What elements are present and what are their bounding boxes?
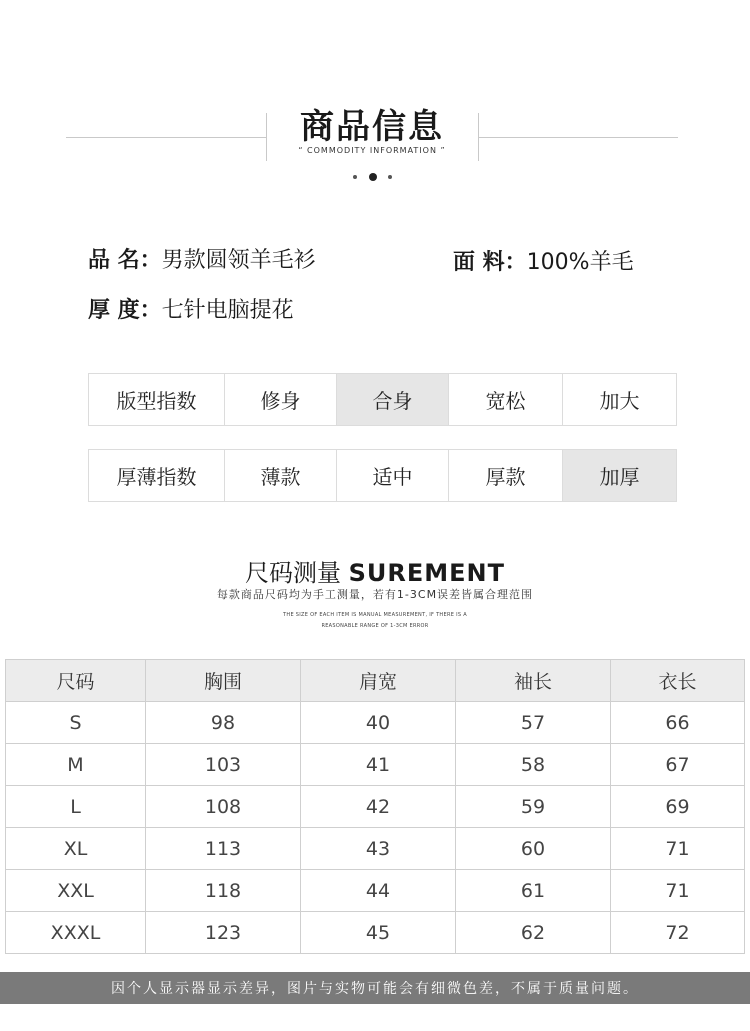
dot-icon	[369, 173, 377, 181]
thickness-index-row	[88, 449, 677, 502]
size-cell: XXXL	[6, 912, 146, 954]
shoulder-cell: 43	[301, 828, 456, 870]
size-description: 每款商品尺码均为手工测量，若有1-3CM误差皆属合理范围	[216, 588, 534, 601]
length-cell: 71	[611, 828, 745, 870]
size-cell: M	[6, 744, 146, 786]
section-header	[0, 0, 750, 200]
thickness-option: 薄款	[224, 449, 337, 502]
length-cell: 66	[611, 702, 745, 744]
shoulder-cell: 40	[301, 702, 456, 744]
info-product-name	[88, 243, 316, 274]
size-cell: XL	[6, 828, 146, 870]
fit-option-selected: 合身	[336, 373, 449, 426]
dots-decoration	[350, 172, 400, 182]
chest-cell: 118	[146, 870, 301, 912]
info-fabric	[453, 245, 634, 276]
fit-option: 修身	[224, 373, 337, 426]
size-cell: S	[6, 702, 146, 744]
length-cell: 69	[611, 786, 745, 828]
header-cell: 肩宽	[301, 660, 456, 702]
size-title-en: SUREMENT	[348, 559, 506, 587]
chest-cell: 113	[146, 828, 301, 870]
size-description-en-1: THE SIZE OF EACH ITEM IS MANUAL MEASUREMENT, IF THERE IS A	[283, 612, 467, 618]
length-cell: 72	[611, 912, 745, 954]
sleeve-cell: 60	[456, 828, 611, 870]
sleeve-cell: 58	[456, 744, 611, 786]
dot-icon	[353, 175, 357, 179]
shoulder-cell: 44	[301, 870, 456, 912]
fit-index-label: 版型指数	[88, 373, 225, 426]
header-bracket-right	[478, 113, 479, 161]
table-row	[6, 786, 745, 828]
table-row	[6, 828, 745, 870]
header-cell: 衣长	[611, 660, 745, 702]
size-description-en-2: REASONABLE RANGE OF 1-3CM ERROR	[321, 623, 429, 629]
chest-cell: 98	[146, 702, 301, 744]
thickness-option: 适中	[336, 449, 449, 502]
shoulder-cell: 42	[301, 786, 456, 828]
thickness-option-selected: 加厚	[562, 449, 677, 502]
size-cell: XXL	[6, 870, 146, 912]
chest-cell: 123	[146, 912, 301, 954]
fit-option: 加大	[562, 373, 677, 426]
thickness-index-label: 厚薄指数	[88, 449, 225, 502]
thickness-option: 厚款	[448, 449, 563, 502]
info-value: 男款圆领羊毛衫	[161, 248, 316, 273]
length-cell: 67	[611, 744, 745, 786]
info-label: 面 料：	[453, 250, 527, 275]
page-title: 商品信息	[300, 107, 444, 147]
footer-note: 因个人显示器显示差异，图片与实物可能会有细微色差，不属于质量问题。	[111, 981, 639, 997]
sleeve-cell: 62	[456, 912, 611, 954]
table-header-row	[6, 660, 745, 702]
size-cell: L	[6, 786, 146, 828]
table-row	[6, 912, 745, 954]
page-subtitle: “ COMMODITY INFORMATION ”	[298, 146, 446, 155]
sleeve-cell: 57	[456, 702, 611, 744]
table-row	[6, 744, 745, 786]
shoulder-cell: 41	[301, 744, 456, 786]
dot-icon	[388, 175, 392, 179]
sleeve-cell: 61	[456, 870, 611, 912]
size-section-title	[0, 553, 750, 588]
size-title-cn: 尺码测量	[244, 559, 341, 587]
table-row	[6, 870, 745, 912]
header-cell: 袖长	[456, 660, 611, 702]
info-value: 七针电脑提花	[161, 298, 294, 323]
size-table	[5, 659, 745, 954]
header-cell: 尺码	[6, 660, 146, 702]
length-cell: 71	[611, 870, 745, 912]
info-label: 品 名：	[88, 248, 162, 273]
info-value: 100%羊毛	[526, 250, 634, 275]
header-divider-right	[478, 137, 678, 138]
footer-disclaimer	[0, 972, 750, 1004]
fit-option: 宽松	[448, 373, 563, 426]
chest-cell: 103	[146, 744, 301, 786]
chest-cell: 108	[146, 786, 301, 828]
info-thickness	[88, 293, 294, 324]
fit-index-row	[88, 373, 677, 426]
table-row	[6, 702, 745, 744]
info-label: 厚 度：	[88, 298, 162, 323]
sleeve-cell: 59	[456, 786, 611, 828]
shoulder-cell: 45	[301, 912, 456, 954]
header-cell: 胸围	[146, 660, 301, 702]
header-divider-left	[66, 137, 266, 138]
